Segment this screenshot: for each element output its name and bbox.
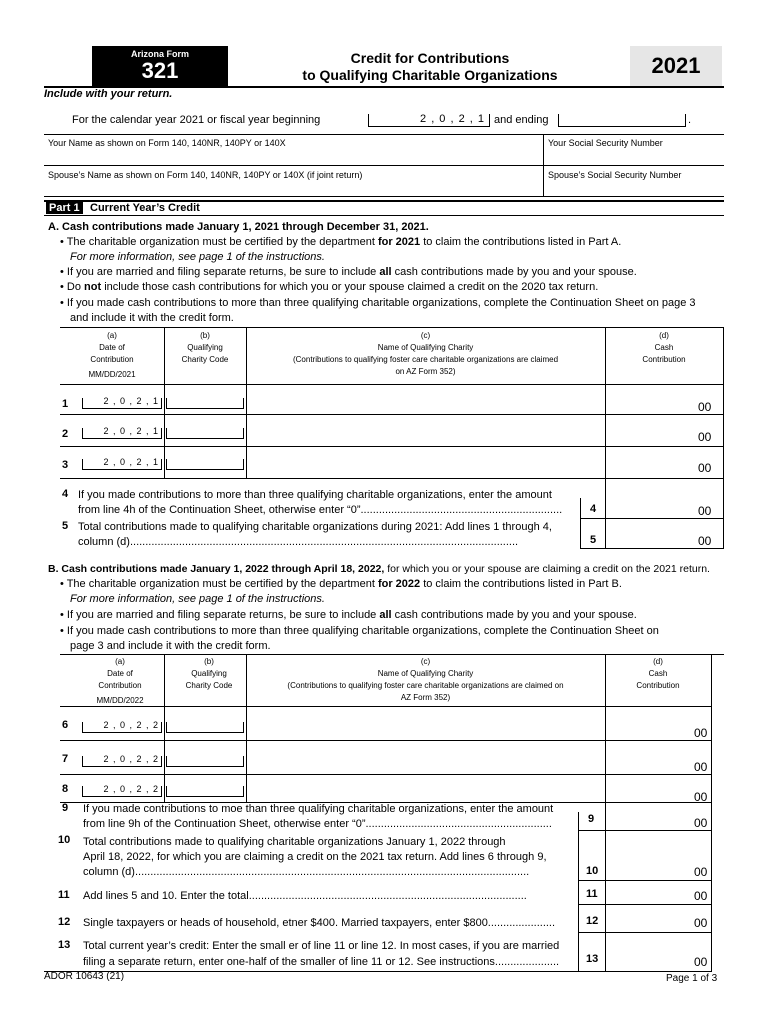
line-13-cents: 00 (694, 955, 708, 969)
line-9-amount-input[interactable] (607, 810, 693, 826)
col-b-b-header: (b) Qualifying Charity Code (185, 657, 233, 690)
line-13-amount-input[interactable] (607, 944, 693, 962)
line-12-box-number: 12 (586, 915, 599, 927)
line-5-cents: 00 (698, 534, 712, 548)
name-field-label: Your Name as shown on Form 140, 140NR, 140PY or 140X (48, 138, 286, 148)
line-8-amount-input[interactable] (607, 780, 693, 798)
line-10-cents: 00 (694, 865, 708, 879)
line-13-box-number: 13 (586, 953, 599, 965)
col-b-d-header: (d) Cash Contribution (636, 657, 680, 690)
line-4-amount-input[interactable] (607, 500, 697, 516)
col-c-header: (c) Name of Qualifying Charity (Contributions to qualifying foster care charitable organizations are claimed on AZ Form 352) (292, 331, 559, 376)
form-code: ADOR 10643 (21) (44, 971, 125, 982)
line-3-name-input[interactable] (248, 452, 603, 470)
include-note: Include with your return. (44, 88, 173, 100)
line-7-number: 7 (62, 753, 69, 765)
section-a-bullet-3: • Do not include those cash contributions for which you or your spouse claimed a credit on the 2020 tax return. (60, 281, 599, 293)
line-8-date-input[interactable]: 2 , 0 , 2 , 2 (82, 786, 162, 797)
line-4-cents: 00 (698, 504, 712, 518)
spouse-ssn-input[interactable] (546, 181, 722, 195)
line-10-text-2: April 18, 2022, for which you are claiming a credit on the 2021 tax return. Add lines 6 through 9, (83, 851, 547, 863)
tax-year-box: 2021 (630, 46, 722, 86)
section-b-bullet-3-cont: page 3 and include it with the credit form. (70, 640, 271, 652)
line-1-cents: 00 (698, 400, 712, 414)
line-3-code-input[interactable] (166, 459, 244, 470)
section-b-bullet-3: • If you made cash contributions to more than three qualifying charitable organizations, complete the Continuation Sheet on (60, 625, 659, 637)
form-number: 321 (141, 58, 179, 83)
line-6-number: 6 (62, 719, 69, 731)
form-label: Arizona Form (130, 49, 189, 59)
line-11-box-number: 11 (586, 888, 598, 900)
fiscal-end-field[interactable] (558, 114, 686, 127)
line-6-cents: 00 (694, 726, 708, 740)
line-1-date-input[interactable]: 2 , 0 , 2 , 1 (82, 398, 162, 409)
ssn-field-label: Your Social Security Number (548, 138, 663, 148)
line-5-number: 5 (62, 520, 69, 532)
line-12-cents: 00 (694, 916, 708, 930)
line-10-text-3: column (d)................................................................................................................................. (83, 866, 530, 878)
title-line-1: Credit for Contributions (350, 50, 510, 66)
line-11-cents: 00 (694, 889, 708, 903)
spouse-name-field-label: Spouse’s Name as shown on Form 140, 140NR, 140PY or 140X (if joint return) (48, 170, 363, 180)
line-13-number: 13 (58, 939, 71, 951)
line-5-text-2: column (d)............................................................................................................................... (78, 536, 519, 548)
col-b-a-header: (a) Date of Contribution MM/DD/2022 (96, 657, 144, 705)
fiscal-begin-year: 2 , 0 , 2 , 1 (420, 113, 485, 125)
line-4-text-1: If you made contributions to more than three qualifying charitable organizations, enter the amount (78, 489, 552, 501)
line-10-number: 10 (58, 834, 71, 846)
line-1-code-input[interactable] (166, 398, 244, 409)
line-6-name-input[interactable] (248, 716, 603, 734)
line-2-amount-input[interactable] (607, 422, 697, 440)
line-7-code-input[interactable] (166, 756, 244, 767)
col-d-header: (d) Cash Contribution (642, 331, 686, 364)
line-10-text-1: Total contributions made to qualifying charitable organizations January 1, 2022 through (83, 836, 506, 848)
line-2-number: 2 (62, 428, 69, 440)
section-b-more-info: For more information, see page 1 of the instructions. (70, 593, 325, 605)
line-12-amount-input[interactable] (607, 910, 693, 926)
line-6-amount-input[interactable] (607, 716, 693, 734)
line-9-text-1: If you made contributions to moe than three qualifying charitable organizations, enter the amount (83, 803, 554, 815)
line-10-amount-input[interactable] (607, 858, 693, 874)
col-a-header: (a) Date of Contribution MM/DD/2021 (88, 331, 136, 379)
line-8-name-input[interactable] (248, 780, 603, 798)
line-9-box-number: 9 (588, 813, 595, 825)
line-3-cents: 00 (698, 461, 712, 475)
line-8-code-input[interactable] (166, 786, 244, 797)
line-9-number: 9 (62, 802, 69, 814)
line-8-number: 8 (62, 783, 69, 795)
section-a-bullet-4: • If you made cash contributions to more than three qualifying charitable organizations, complete the Continuation Sheet on page 3 (60, 297, 696, 309)
ssn-input[interactable] (546, 150, 722, 164)
line-11-amount-input[interactable] (607, 884, 693, 900)
form-number-block (92, 46, 228, 86)
line-1-name-input[interactable] (248, 392, 603, 410)
section-b-heading: B. Cash contributions made January 1, 2022 through April 18, 2022, for which you or your spouse are claiming a credit on the 2021 return. (48, 563, 710, 575)
form-title (240, 50, 620, 84)
calendar-middle: and ending (494, 114, 549, 126)
line-9-text-2: from line 9h of the Continuation Sheet, otherwise enter “0”............................................................. (83, 818, 552, 830)
section-a-bullet-2: • If you are married and filing separate returns, be sure to include all cash contributions made by you and your spouse. (60, 266, 637, 278)
line-13-text-1: Total current year’s credit: Enter the small er of line 11 or line 12. In most cases, if you are married (83, 940, 560, 952)
name-input[interactable] (44, 150, 542, 164)
line-7-date-input[interactable]: 2 , 0 , 2 , 2 (82, 756, 162, 767)
line-11-number: 11 (58, 889, 70, 901)
section-b-bullet-2: • If you are married and filing separate returns, be sure to include all cash contributions made by you and your spouse. (60, 609, 637, 621)
line-4-text-2: from line 4h of the Continuation Sheet, otherwise enter “0”.................................................................. (78, 504, 563, 516)
section-b-bullet-1: • The charitable organization must be certified by the department for 2022 to claim the contributions listed in Part B. (60, 578, 622, 590)
line-1-amount-input[interactable] (607, 392, 697, 410)
fiscal-begin-field[interactable] (368, 114, 490, 127)
section-a-bullet-4-cont: and include it with the credit form. (70, 312, 234, 324)
line-2-cents: 00 (698, 430, 712, 444)
line-4-box-number: 4 (590, 503, 597, 515)
line-1-number: 1 (62, 398, 69, 410)
line-13-text-2: filing a separate return, enter one-half of the smaller of line 11 or 12. See instructions..................... (83, 956, 560, 968)
line-4-number: 4 (62, 488, 69, 500)
line-2-date-input[interactable]: 2 , 0 , 2 , 1 (82, 428, 162, 439)
page-number: Page 1 of 3 (666, 973, 718, 984)
line-12-text: Single taxpayers or heads of household, etner $400. Married taxpayers, enter $800...................... (83, 917, 556, 929)
section-a-more-info: For more information, see page 1 of the instructions. (70, 251, 325, 263)
calendar-end: . (688, 114, 692, 126)
spouse-name-input[interactable] (44, 181, 542, 195)
title-line-2: to Qualifying Charitable Organizations (302, 67, 558, 83)
col-b-c-header: (c) Name of Qualifying Charity (Contributions to qualifying foster care charitable organizations are claimed on AZ Form 352) (287, 657, 564, 702)
line-6-date-input[interactable]: 2 , 0 , 2 , 2 (82, 722, 162, 733)
line-2-code-input[interactable] (166, 428, 244, 439)
line-5-amount-input[interactable] (607, 530, 697, 546)
line-2-name-input[interactable] (248, 422, 603, 440)
line-12-number: 12 (58, 916, 71, 928)
line-5-box-number: 5 (590, 534, 597, 546)
spouse-ssn-field-label: Spouse’s Social Security Number (548, 170, 682, 180)
section-a-heading: A. Cash contributions made January 1, 2021 through December 31, 2021. (48, 221, 429, 233)
part1-title: Current Year’s Credit (90, 202, 200, 214)
line-11-text: Add lines 5 and 10. Enter the total........................................................................................... (83, 890, 527, 902)
line-3-amount-input[interactable] (607, 452, 697, 470)
line-9-cents: 00 (694, 816, 708, 830)
line-3-number: 3 (62, 459, 69, 471)
line-10-box-number: 10 (586, 865, 599, 877)
calendar-prefix: For the calendar year 2021 or fiscal year beginning (72, 114, 321, 126)
line-3-date-input[interactable]: 2 , 0 , 2 , 1 (82, 459, 162, 470)
line-7-amount-input[interactable] (607, 750, 693, 768)
line-7-cents: 00 (694, 760, 708, 774)
col-b-header: (b) Qualifying Charity Code (181, 331, 229, 364)
line-6-code-input[interactable] (166, 722, 244, 733)
part1-tag: Part 1 (46, 202, 83, 214)
line-8-cents: 00 (694, 790, 708, 804)
line-7-name-input[interactable] (248, 750, 603, 768)
line-5-text-1: Total contributions made to qualifying charitable organizations during 2021: Add lines 1 through 4, (78, 521, 552, 533)
section-a-bullet-1: • The charitable organization must be certified by the department for 2021 to claim the contributions listed in Part A. (60, 236, 622, 248)
